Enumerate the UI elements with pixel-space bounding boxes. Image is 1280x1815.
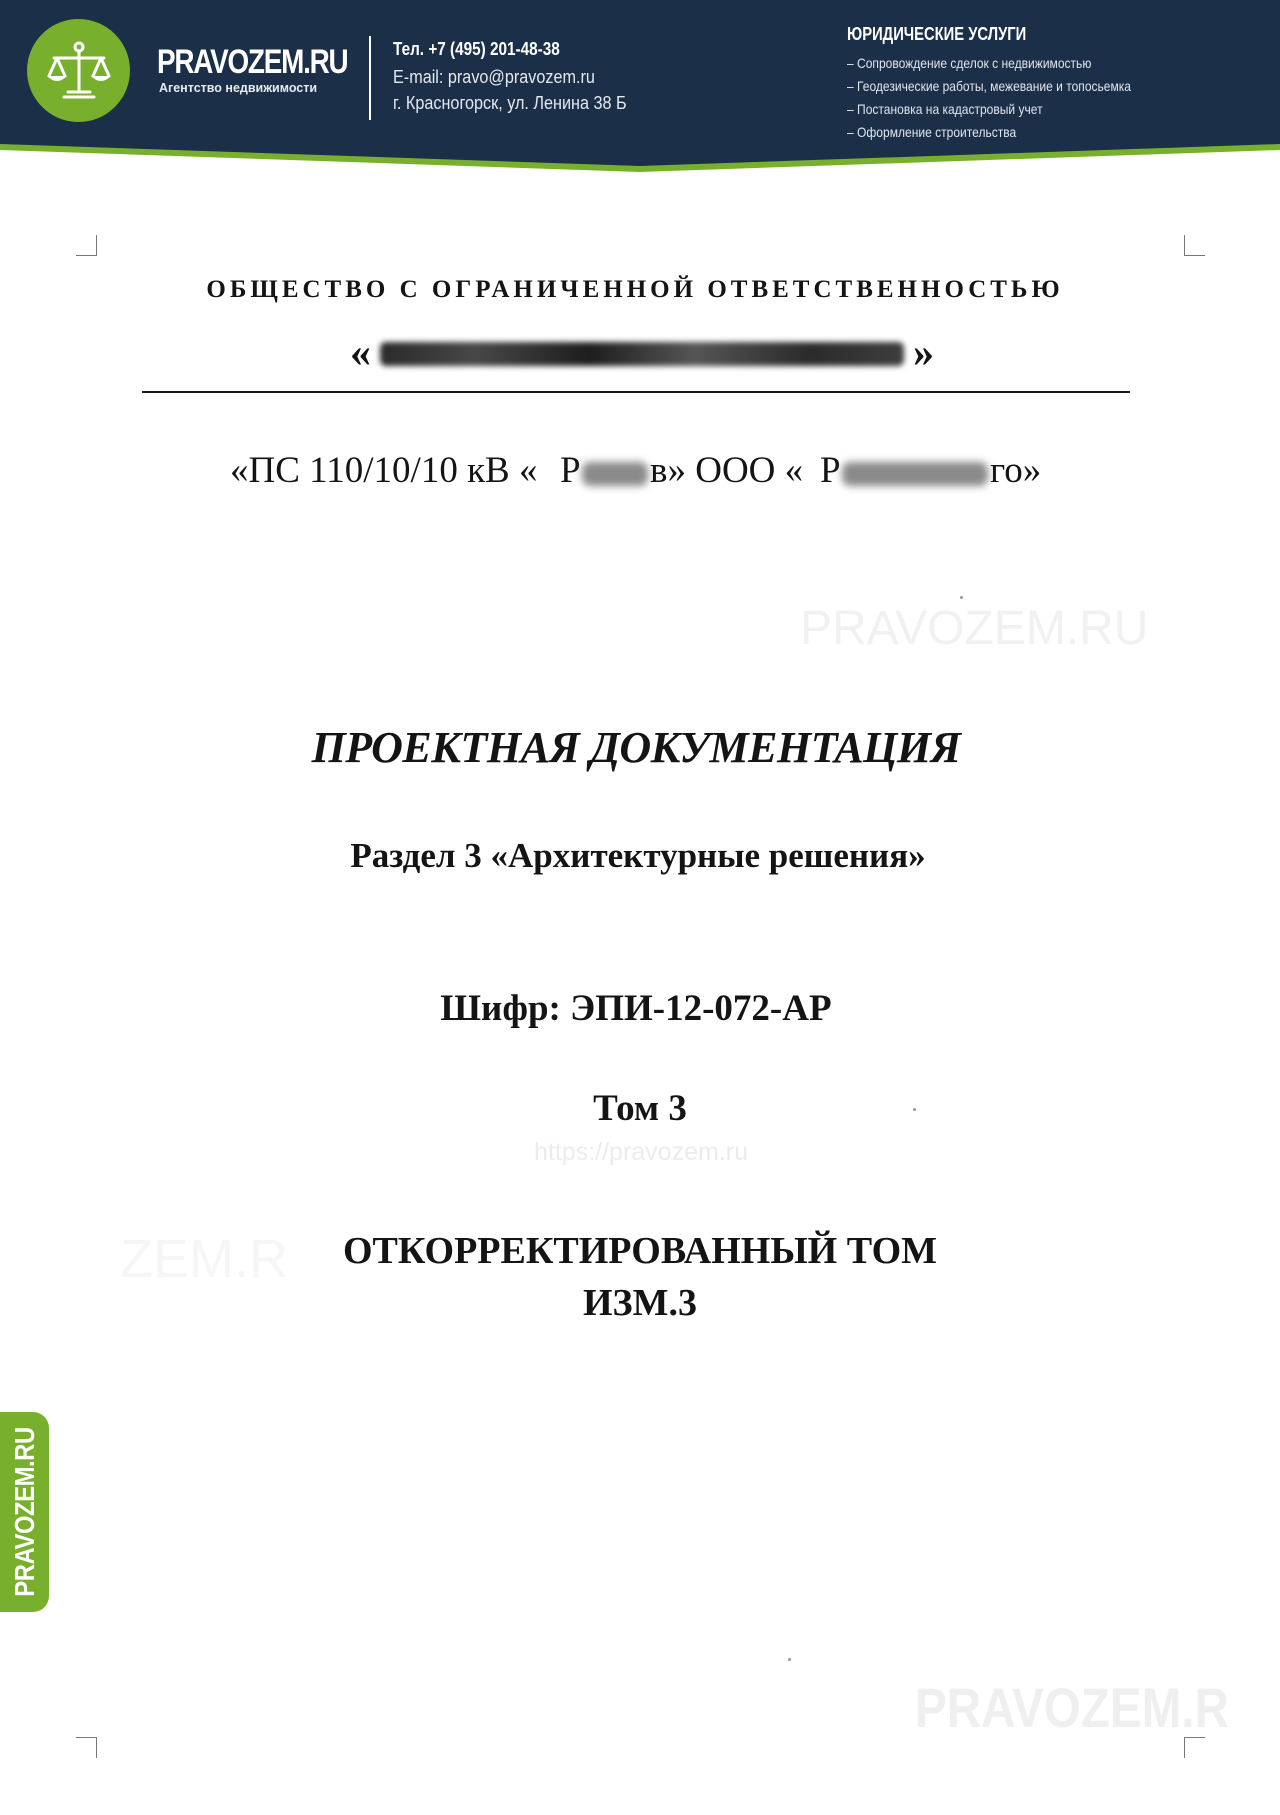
- document-title: ПРОЕКТНАЯ ДОКУМЕНТАЦИЯ: [311, 723, 961, 772]
- header-divider: [369, 36, 371, 120]
- redacted-text: [842, 462, 988, 486]
- address: г. Красногорск, ул. Ленина 38 Б: [393, 93, 627, 113]
- quote-open: «: [350, 330, 371, 376]
- project-name-part: Р: [820, 450, 841, 491]
- scan-speck: [960, 596, 963, 599]
- watermark: PRAVOZEM.RU: [800, 602, 1149, 655]
- crop-mark-bottom-right: [1184, 1737, 1205, 1758]
- volume-number: Том 3: [593, 1088, 687, 1129]
- service-item: – Геодезические работы, межевание и топосьемка: [847, 78, 1132, 94]
- header-rule: [142, 391, 1130, 393]
- side-tab-label: PRAVOZEM.RU: [8, 1427, 40, 1597]
- scales-of-justice-icon: [44, 40, 114, 102]
- brand-subtitle: Агентство недвижимости: [159, 81, 318, 95]
- quote-close: »: [913, 330, 934, 376]
- logo[interactable]: [27, 19, 130, 122]
- organization-type: ОБЩЕСТВО С ОГРАНИЧЕННОЙ ОТВЕТСТВЕННОСТЬЮ: [206, 276, 1064, 303]
- watermark: ZEM.R: [120, 1229, 288, 1289]
- side-brand-tab[interactable]: [0, 1412, 49, 1612]
- project-name: [230, 452, 1060, 496]
- brand-name: PRAVOZEM.RU: [157, 43, 348, 81]
- services-list: [847, 52, 1177, 144]
- redacted-organization-name: [380, 342, 904, 366]
- scan-speck: [913, 1108, 916, 1111]
- email-link[interactable]: E-mail: pravo@pravozem.ru: [393, 67, 595, 87]
- project-name-part: в» ООО «: [650, 450, 804, 491]
- section-title: Раздел 3 «Архитектурные решения»: [350, 836, 926, 875]
- project-name-part: го»: [990, 450, 1042, 491]
- project-name-part: «ПС 110/10/10 кВ «: [230, 450, 538, 491]
- service-item: – Сопровождение сделок с недвижимостью: [847, 55, 1092, 71]
- project-name-part: Р: [560, 450, 581, 491]
- header-banner: [0, 0, 1280, 182]
- service-item: – Постановка на кадастровый учет: [847, 101, 1043, 117]
- services-title: ЮРИДИЧЕСКИЕ УСЛУГИ: [847, 24, 1027, 44]
- scan-speck: [788, 1658, 791, 1661]
- crop-mark-top-left: [76, 235, 97, 256]
- crop-mark-top-right: [1184, 235, 1205, 256]
- phone-number[interactable]: Тел. +7 (495) 201-48-38: [393, 39, 560, 59]
- revision-label: ИЗМ.3: [583, 1282, 697, 1324]
- service-item: – Оформление строительства: [847, 124, 1017, 140]
- corrected-volume-label: ОТКОРРЕКТИРОВАННЫЙ ТОМ: [343, 1230, 937, 1272]
- redacted-text: [582, 462, 648, 486]
- watermark-url: https://pravozem.ru: [534, 1138, 748, 1166]
- organization-name: [350, 330, 934, 380]
- watermark: PRAVOZEM.R: [915, 1676, 1229, 1739]
- document-cipher: Шифр: ЭПИ-12-072-АР: [440, 988, 832, 1029]
- crop-mark-bottom-left: [76, 1737, 97, 1758]
